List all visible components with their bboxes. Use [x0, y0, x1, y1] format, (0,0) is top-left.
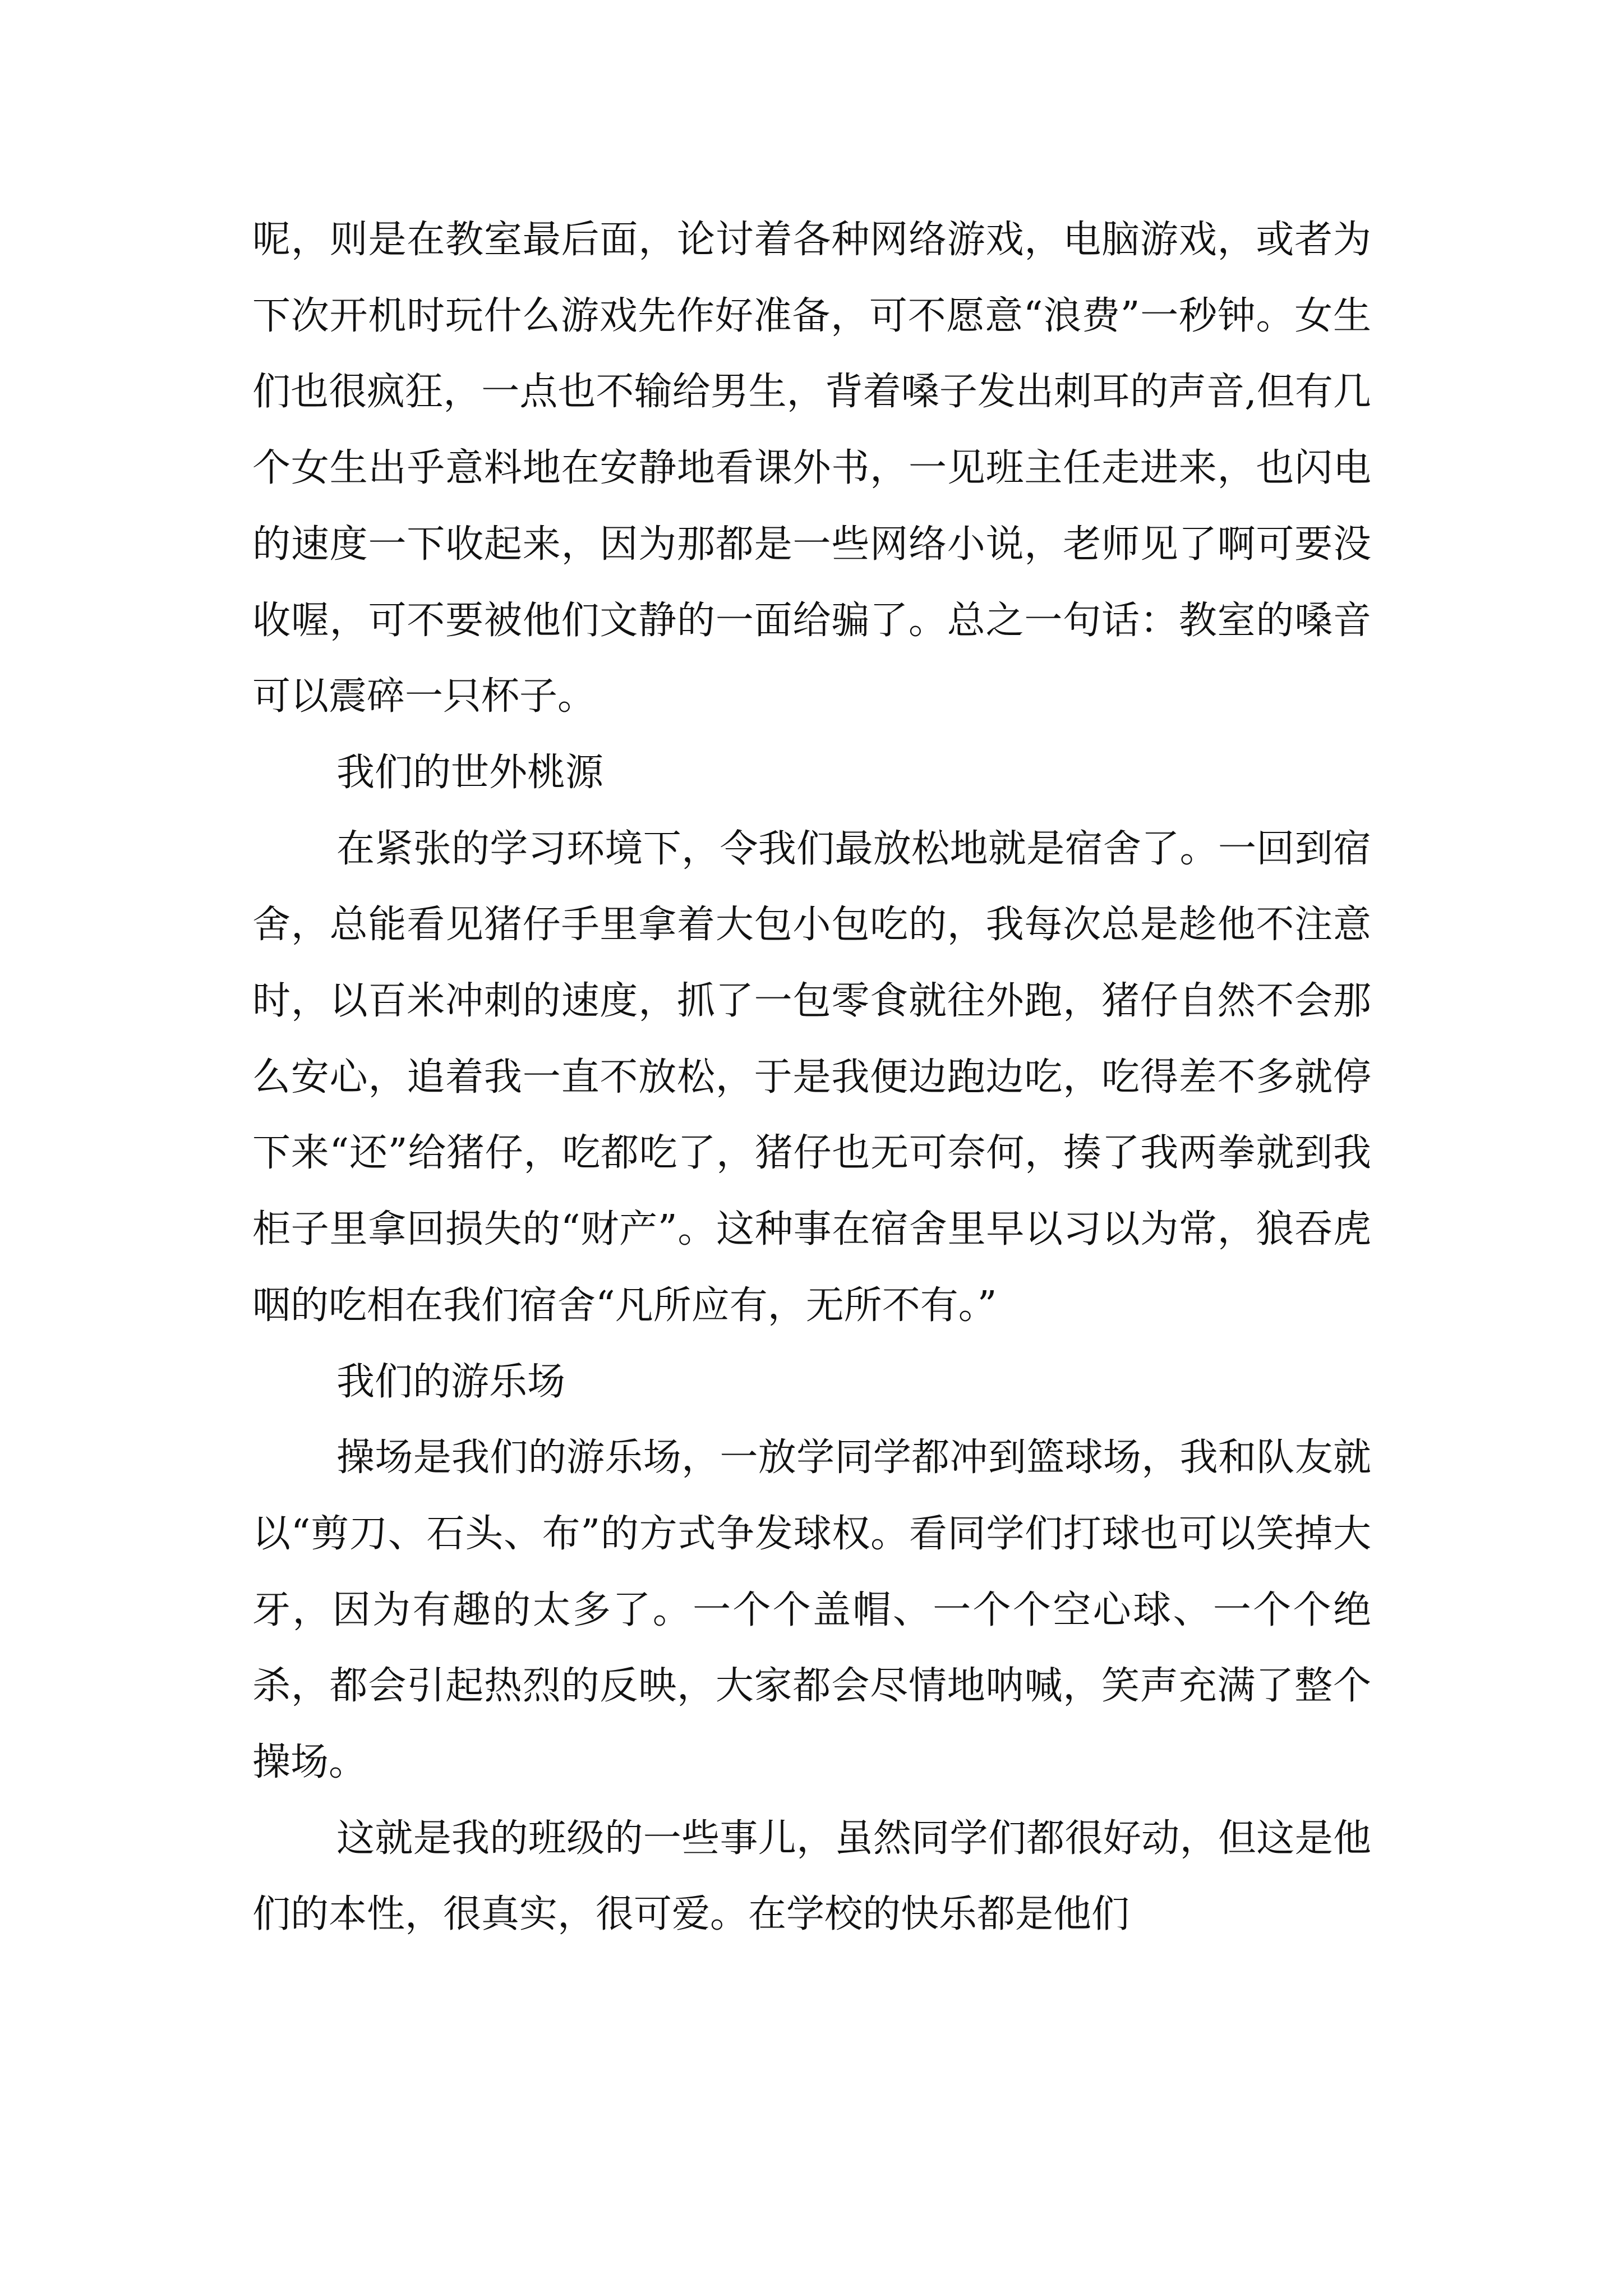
paragraph-classroom-noise: 呢，则是在教室最后面，论讨着各种网络游戏，电脑游戏，或者为下次开机时玩什么游戏先作好准备，可不愿意“浪费”一秒钟。女生们也很疯狂，一点也不输给男生，背着嗓子发出刺耳的声音,但有几个女生出乎意料地在安静地看课外书，一见班主任走进来，也闪电的速度一下收起来，因为那都是一些网络小说，老师见了啊可要没收喔，可不要被他们文静的一面给骗了。总之一句话：教室的嗓音可以震碎一只杯子。 [252, 218, 1371, 719]
section-heading-playground: 我们的游乐场 [336, 1359, 566, 1404]
paragraph-playground: 操场是我们的游乐场，一放学同学都冲到篮球场，我和队友就以“剪刀、石头、布”的方式争发球权。看同学们打球也可以笑掉大牙，因为有趣的太多了。一个个盖帽、一个个空心球、一个个绝杀，都会引起热烈的反映，大家都会尽情地呐喊，笑声充满了整个操场。 [252, 1435, 1371, 1785]
document-page [252, 202, 1371, 1953]
paragraph-conclusion: 这就是我的班级的一些事儿，虽然同学们都很好动，但这是他们的本性，很真实，很可爱。在学校的快乐都是他们 [252, 1816, 1371, 1937]
section-heading-dormitory: 我们的世外桃源 [336, 750, 604, 795]
paragraph-dormitory: 在紧张的学习环境下，令我们最放松地就是宿舍了。一回到宿舍，总能看见猪仔手里拿着大包小包吃的，我每次总是趁他不注意时，以百米冲刺的速度，抓了一包零食就往外跑，猪仔自然不会那么安心，追着我一直不放松，于是我便边跑边吃，吃得差不多就停下来“还”给猪仔，吃都吃了，猪仔也无可奈何，揍了我两拳就到我柜子里拿回损失的“财产”。这种事在宿舍里早以习以为常，狼吞虎咽的吃相在我们宿舍“凡所应有，无所不有。” [252, 826, 1371, 1328]
